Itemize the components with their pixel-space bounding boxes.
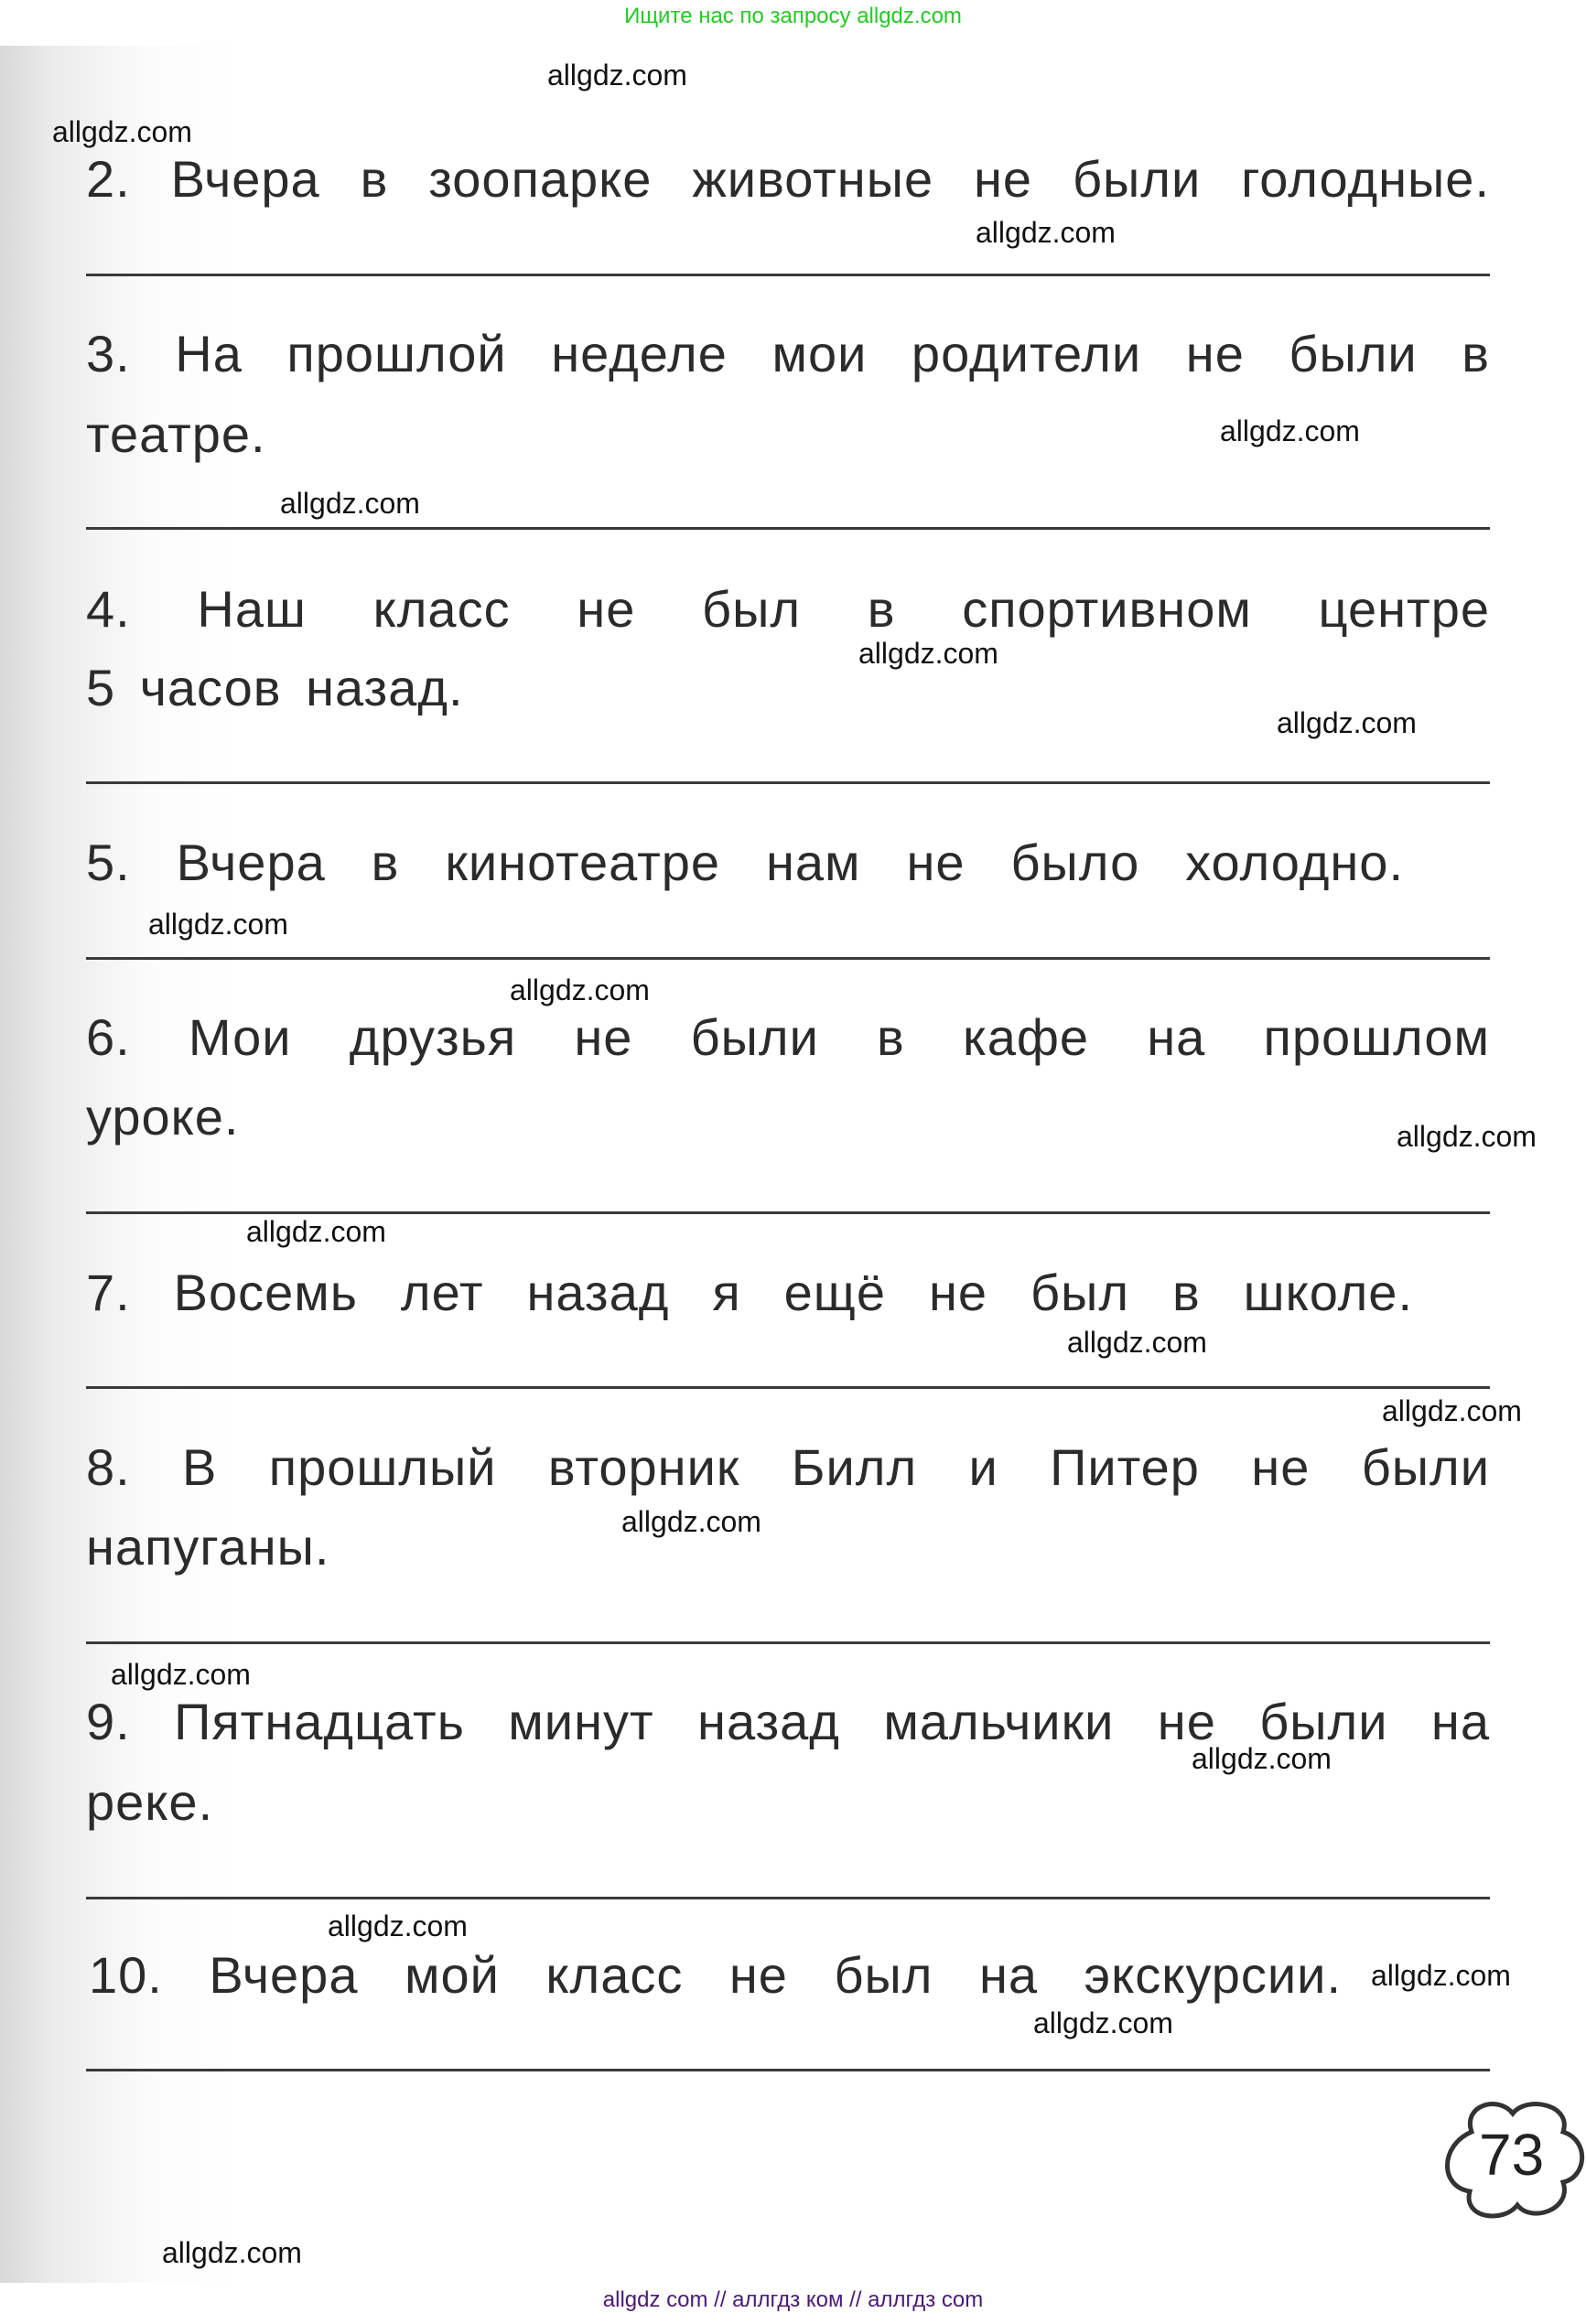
answer-line-6[interactable] [86,1211,1490,1214]
watermark: allgdz.com [1382,1394,1522,1427]
item-5-line-1: 5. Вчера в кинотеатре нам не было холодно. [86,834,1404,891]
watermark: allgdz.com [280,487,420,520]
watermark: allgdz.com [976,216,1116,249]
watermark: allgdz.com [246,1215,386,1248]
watermark: allgdz.com [621,1505,761,1538]
watermark: allgdz.com [547,59,687,91]
item-9-line-2: реке. [86,1773,214,1831]
item-4-line-1: 4. Наш класс не был в спортивном центре [86,580,1490,638]
item-8-line-2: напуганы. [86,1518,330,1576]
answer-line-4[interactable] [86,781,1490,784]
header-search-note: Ищите нас по запросу allgdz.com [624,4,962,28]
item-8-line-1: 8. В прошлый вторник Билл и Питер не были [86,1438,1490,1496]
answer-line-3[interactable] [86,527,1490,530]
page-number: 73 [1479,2122,1545,2188]
watermark: allgdz.com [1067,1326,1207,1359]
item-7-line-1: 7. Восемь лет назад я ещё не был в школе. [86,1264,1413,1321]
watermark: allgdz.com [1371,1959,1511,1992]
item-6-line-1: 6. Мои друзья не были в кафе на прошлом [86,1008,1490,1066]
watermark: allgdz.com [1220,414,1360,447]
answer-line-10[interactable] [86,2069,1490,2071]
answer-line-9[interactable] [86,1897,1490,1899]
answer-line-5[interactable] [86,957,1490,960]
item-4-line-2: 5 часов назад. [86,659,464,716]
footer-note: allgdz com // аллгдз ком // аллгдз com [602,2287,984,2312]
watermark: allgdz.com [1033,2007,1173,2039]
answer-line-2[interactable] [86,274,1490,276]
watermark: allgdz.com [148,908,288,941]
item-10-line-1: 10. Вчера мой класс не был на экскурсии. [89,1946,1342,2004]
answer-line-8[interactable] [86,1641,1490,1644]
watermark: allgdz.com [1397,1120,1537,1153]
item-2-line-1: 2. Вчера в зоопарке животные не были голодные. [86,150,1490,208]
watermark: allgdz.com [510,974,650,1006]
watermark: allgdz.com [111,1658,251,1691]
item-3-line-1: 3. На прошлой неделе мои родители не были в [86,325,1490,382]
watermark: allgdz.com [162,2236,302,2269]
page-number-badge [1435,2095,1586,2223]
item-3-line-2: театре. [86,405,266,463]
watermark: allgdz.com [1277,706,1417,739]
watermark: allgdz.com [52,115,192,148]
item-9-line-1: 9. Пятнадцать минут назад мальчики не были на [86,1693,1490,1750]
item-6-line-2: уроке. [86,1088,240,1146]
watermark: allgdz.com [858,637,998,670]
watermark: allgdz.com [1192,1742,1332,1775]
watermark: allgdz.com [328,1910,468,1942]
answer-line-7[interactable] [86,1386,1490,1389]
